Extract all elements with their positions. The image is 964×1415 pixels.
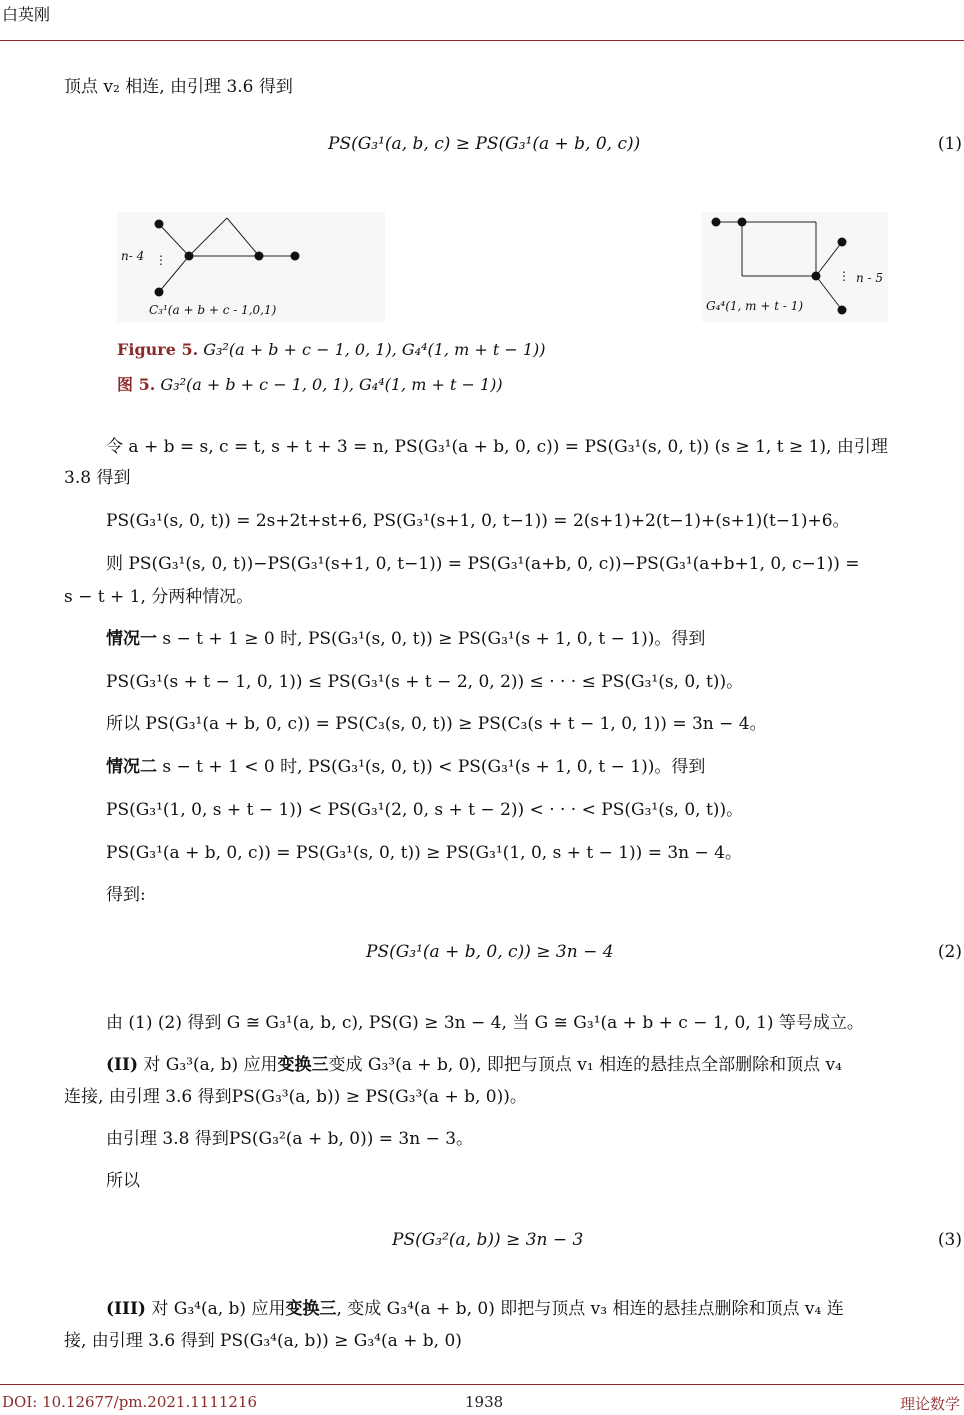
paragraph: PS(G₃¹(1, 0, s + t − 1)) < PS(G₃¹(2, 0, s + t − 2)) < · · · < PS(G₃¹(s, 0, t))。	[106, 800, 744, 820]
case-two-line	[106, 756, 705, 778]
caption-text-en: G₃²(a + b + c − 1, 0, 1), G₄⁴(1, m + t − 1))	[203, 340, 546, 359]
graph-c31-diagram	[117, 212, 385, 322]
case-two-label: 情况二	[106, 757, 157, 777]
equation-number-3: (3)	[937, 1230, 962, 1250]
header-author: 白英刚	[2, 5, 51, 24]
doi-link[interactable]: DOI: 10.12677/pm.2021.1111216	[2, 1393, 258, 1411]
page-header	[0, 0, 964, 41]
equation-2: PS(G₃¹(a + b, 0, c)) ≥ 3n − 4	[366, 942, 614, 962]
caption-text-zh: G₃²(a + b + c − 1, 0, 1), G₄⁴(1, m + t − 1))	[160, 375, 503, 394]
paragraph: 令 a + b = s, c = t, s + t + 3 = n, PS(G₃¹(a + b, 0, c)) = PS(G₃¹(s, 0, t)) (s ≥ 1, t ≥ 1), 由引理	[106, 437, 888, 457]
case-two-text: s − t + 1 < 0 时, PS(G₃¹(s, 0, t)) < PS(G₃¹(s + 1, 0, t − 1))。得到	[157, 757, 706, 777]
text-span: 对 G₃³(a, b) 应用	[138, 1055, 278, 1075]
case-one-label: 情况一	[106, 629, 157, 649]
figure-right-graph	[702, 212, 888, 322]
graph-label-n: n- 4	[121, 249, 145, 263]
bold-term: 变换三	[285, 1299, 337, 1319]
journal-name: 理论数学	[899, 1395, 960, 1413]
caption-label-en: Figure 5.	[117, 340, 199, 359]
paragraph: 接, 由引理 3.6 得到 PS(G₃⁴(a, b)) ≥ G₃⁴(a + b, 0)	[64, 1331, 462, 1351]
paragraph: PS(G₃¹(a + b, 0, c)) = PS(G₃¹(s, 0, t)) ≥ PS(G₃¹(1, 0, s + t − 1)) = 3n − 4。	[106, 843, 742, 863]
paragraph: 3.8 得到	[64, 468, 131, 488]
case-one-text: s − t + 1 ≥ 0 时, PS(G₃¹(s, 0, t)) ≥ PS(G₃¹(s + 1, 0, t − 1))。得到	[157, 629, 706, 649]
svg-text:⋮: ⋮	[838, 269, 850, 283]
equation-1: PS(G₃¹(a, b, c) ≥ PS(G₃¹(a + b, 0, c))	[328, 134, 641, 154]
paragraph: s − t + 1, 分两种情况。	[64, 587, 254, 607]
figure-caption-zh	[117, 372, 503, 395]
graph-caption-left: C₃¹(a + b + c - 1,0,1)	[149, 303, 277, 317]
paragraph: 由 (1) (2) 得到 G ≅ G₃¹(a, b, c), PS(G) ≥ 3n − 4, 当 G ≅ G₃¹(a + b + c − 1, 0, 1) 等号成立。	[106, 1013, 864, 1033]
paragraph-iii	[106, 1298, 844, 1320]
text-span: 变成 G₃³(a + b, 0), 即把与顶点 v₁ 相连的悬挂点全部删除和顶点 v₄	[328, 1055, 842, 1075]
graph-label-n-right: n - 5	[856, 271, 884, 285]
equation-3: PS(G₃²(a, b)) ≥ 3n − 3	[392, 1230, 584, 1250]
equation-number-1: (1)	[937, 134, 962, 154]
svg-text:⋮: ⋮	[155, 253, 167, 267]
text-span: , 变成 G₃⁴(a + b, 0) 即把与顶点 v₃ 相连的悬挂点删除和顶点 v₄ 连	[336, 1299, 844, 1319]
case-one-line	[106, 628, 705, 650]
bold-term: 变换三	[277, 1055, 329, 1075]
graph-caption-right: G₄⁴(1, m + t - 1)	[706, 299, 804, 313]
text-span: 对 G₃⁴(a, b) 应用	[145, 1299, 286, 1319]
graph-g44-diagram	[702, 212, 888, 322]
paragraph: 连接, 由引理 3.6 得到PS(G₃³(a, b)) ≥ PS(G₃³(a + b, 0))。	[64, 1087, 527, 1107]
paragraph: 则 PS(G₃¹(s, 0, t))−PS(G₃¹(s+1, 0, t−1)) = PS(G₃¹(a+b, 0, c))−PS(G₃¹(a+b+1, 0, c−1)) =	[106, 554, 860, 574]
section-label-iii: (III)	[106, 1299, 146, 1319]
paragraph: PS(G₃¹(s + t − 1, 0, 1)) ≤ PS(G₃¹(s + t − 2, 0, 2)) ≤ · · · ≤ PS(G₃¹(s, 0, t))。	[106, 672, 744, 692]
page-footer	[0, 1384, 964, 1415]
paragraph: 所以 PS(G₃¹(a + b, 0, c)) = PS(C₃(s, 0, t)) ≥ PS(C₃(s + t − 1, 0, 1)) = 3n − 4。	[106, 714, 767, 734]
paragraph: PS(G₃¹(s, 0, t)) = 2s+2t+st+6, PS(G₃¹(s+1, 0, t−1)) = 2(s+1)+2(t−1)+(s+1)(t−1)+6。	[106, 511, 850, 531]
paragraph-ii	[106, 1054, 842, 1076]
paragraph: 所以	[106, 1171, 140, 1191]
paragraph: 顶点 v₂ 相连, 由引理 3.6 得到	[64, 77, 293, 97]
equation-number-2: (2)	[937, 942, 962, 962]
paragraph: 得到:	[106, 885, 146, 905]
figure-caption-en	[117, 340, 545, 359]
paragraph: 由引理 3.8 得到PS(G₃²(a + b, 0)) = 3n − 3。	[106, 1129, 474, 1149]
figure-left-graph	[117, 212, 385, 322]
page-number: 1938	[465, 1393, 504, 1411]
caption-label-zh: 图 5.	[117, 375, 156, 394]
section-label-ii: (II)	[106, 1055, 138, 1075]
